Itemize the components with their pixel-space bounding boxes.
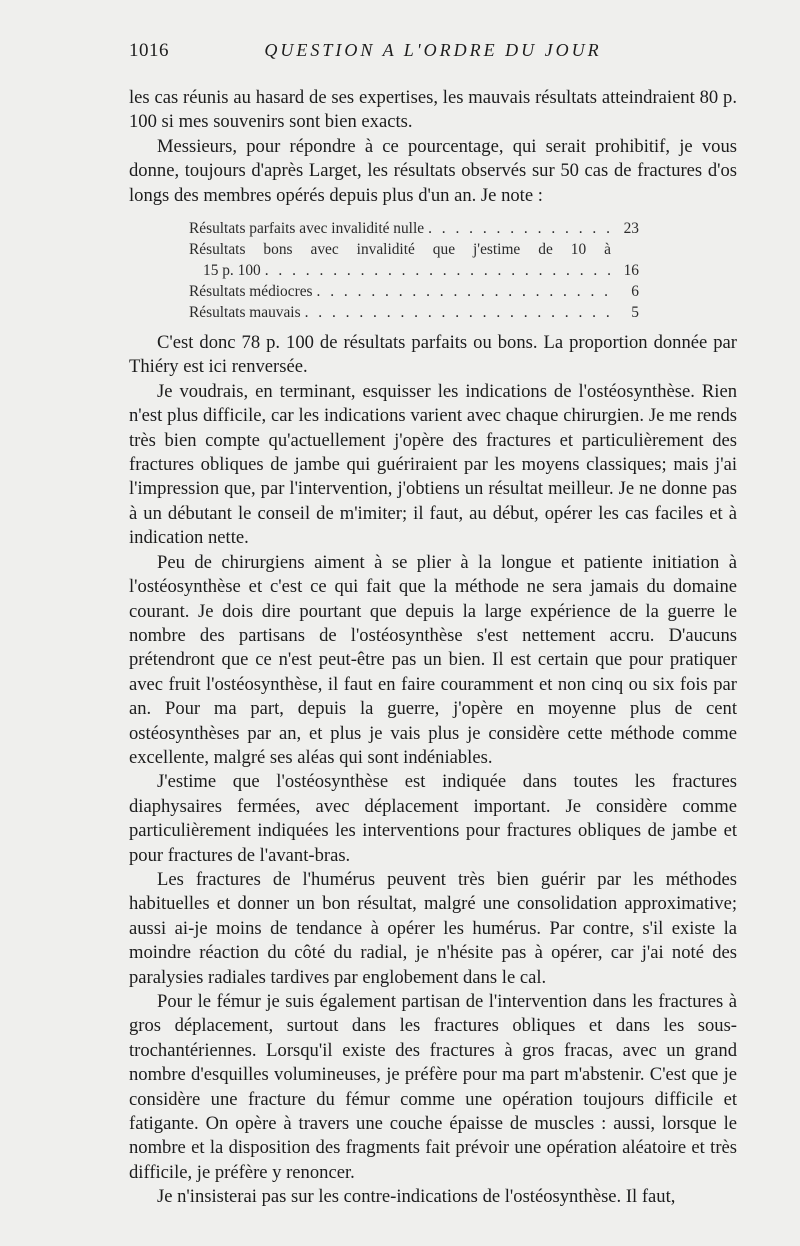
result-label: Résultats médiocres — [189, 283, 313, 301]
body-text — [129, 86, 737, 1210]
paragraph: C'est donc 78 p. 100 de résultats parfaits ou bons. La proportion donnée par Thiéry est ici renversée. — [129, 332, 737, 378]
dot-leader — [428, 218, 611, 239]
results-list — [189, 218, 639, 323]
dot-leader — [305, 302, 611, 323]
result-label: Résultats parfaits avec invalidité nulle — [189, 220, 425, 238]
result-label-continued: 15 p. 100 — [203, 262, 261, 280]
paragraph: Je n'insisterai pas sur les contre-indications de l'ostéosynthèse. Il faut, — [157, 1186, 676, 1208]
paragraph: Les fractures de l'humérus peuvent très bien guérir par les méthodes habituelles et donner un bon résultat, malgré une consolidation approximative; aussi ai-je moins de tendance à opérer les humérus. Par contre, s'il existe la moindre réaction du côté du radial, je n'hésite pas à opérer, car j'ai noté des paralysies radiales tardives par englobement dans le cal. — [129, 868, 737, 988]
result-row — [189, 218, 639, 239]
result-value: 5 — [631, 304, 639, 322]
paragraph: Je voudrais, en terminant, esquisser les indications de l'ostéosynthèse. Rien n'est plus difficile, car les indications varient avec chaque chirurgien. Je me rends très bien compte qu'actuellement j'opère des fractures et particulièrement des fractures obliques de jambe qui guériraient par les moyens classiques; mais j'ai l'impression que, par l'intervention, j'obtiens un résultat meilleur. Je ne donne pas à un débutant le conseil de m'imiter; il faut, au début, opérer les cas faciles et à indication nette. — [129, 380, 737, 549]
result-row — [189, 302, 639, 323]
paragraph: Pour le fémur je suis également partisan de l'intervention dans les fractures à gros déplacement, surtout dans les fractures obliques et dans les sous-trochantériennes. Lorsqu'il existe des fractures à gros fracas, avec un grand nombre d'esquilles volumineuses, je préfère pour ma part m'abstenir. C'est que je considère une fracture du fémur comme une opération toujours difficile et fatigante. On opère à travers une couche épaisse de muscles : aussi, lorsque le nombre et la disposition des fragments fait prévoir une opération aléatoire et très difficile, je préfère y renoncer. — [129, 991, 737, 1183]
dot-leader — [265, 260, 611, 281]
page-number: 1016 — [129, 40, 169, 61]
paragraph: J'estime que l'ostéosynthèse est indiquée dans toutes les fractures diaphysaires fermées, avec déplacement important. Je considère comme particulièrement indiquées les interventions pour fractures obliques de jambe et pour fractures de l'avant-bras. — [129, 771, 737, 866]
paragraph: les cas réunis au hasard de ses expertises, les mauvais résultats atteindraient 80 p. 100 si mes souvenirs sont bien exacts. — [129, 87, 737, 133]
paragraph: Messieurs, pour répondre à ce pourcentage, qui serait prohibitif, je vous donne, toujours d'après Larget, les résultats observés sur 50 cas de fractures d'os longs des membres opérés depuis plus d'un an. Je note : — [129, 135, 737, 206]
result-label: Résultats mauvais — [189, 304, 301, 322]
page-header — [129, 40, 737, 64]
result-label: Résultats bons avec invalidité que j'estime de 10 à — [189, 241, 611, 259]
running-title: QUESTION A L'ORDRE DU JOUR — [264, 40, 602, 60]
result-value: 6 — [631, 283, 639, 301]
result-value: 23 — [623, 220, 639, 238]
dot-leader — [317, 281, 611, 302]
paragraph: Peu de chirurgiens aiment à se plier à la longue et patiente initiation à l'ostéosynthèse et c'est ce qui fait que la méthode ne sera jamais du domaine courant. Je dois dire pourtant que depuis la large expérience de la guerre le nombre des partisans de l'ostéosynthèse s'est nettement accru. D'aucuns prétendront que ce n'est peut-être pas un bien. Il est certain que pour pratiquer avec fruit l'ostéosynthèse, il faut en faire couramment et non cinq ou six fois par an. Pour ma part, depuis la guerre, j'opère en moyenne plus de cent ostéosynthèses par an, et plus je vais plus je considère cette méthode comme excellente, malgré ses aléas qui sont indéniables. — [129, 551, 737, 768]
result-value: 16 — [623, 262, 639, 280]
result-row — [189, 239, 639, 281]
result-row — [189, 281, 639, 302]
